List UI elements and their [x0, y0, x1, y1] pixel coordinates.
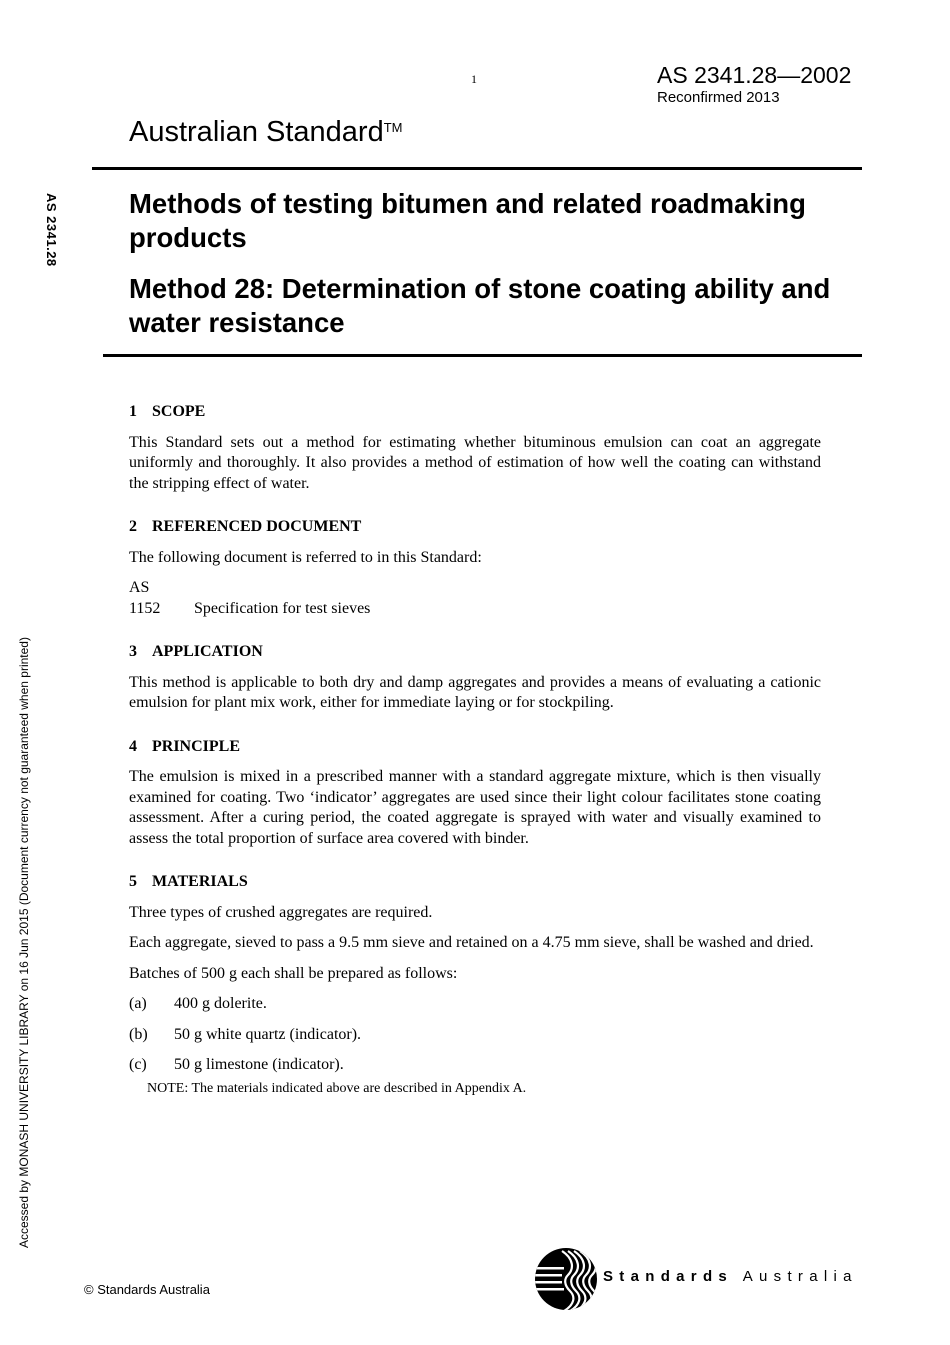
section-title: PRINCIPLE: [152, 737, 241, 755]
section-title: REFERENCED DOCUMENT: [152, 518, 362, 535]
section-heading: [129, 737, 821, 758]
list-marker: (a): [129, 995, 147, 1012]
section-number: 5: [129, 873, 137, 890]
top-rule: [92, 167, 862, 170]
section-heading: [129, 642, 821, 663]
document-id: AS 2341.28—2002: [657, 62, 852, 88]
section-number: 2: [129, 518, 137, 535]
section-number: 1: [129, 403, 137, 420]
access-watermark: Accessed by MONASH UNIVERSITY LIBRARY on 16 Jun 2015 (Document currency not guaranteed when printed): [17, 637, 31, 1248]
side-document-code: AS 2341.28: [44, 193, 59, 267]
section-heading: [129, 402, 821, 423]
paragraph: Each aggregate, sieved to pass a 9.5 mm sieve and retained on a 4.75 mm sieve, shall be washed and dried.: [129, 934, 814, 951]
list-item: [129, 1025, 821, 1046]
list-text: 50 g white quartz (indicator).: [174, 1025, 362, 1043]
section-number: 3: [129, 643, 137, 660]
paragraph: Batches of 500 g each shall be prepared as follows:: [129, 964, 458, 982]
main-title: Methods of testing bitumen and related roadmaking products: [129, 188, 806, 253]
logo-wordmark: [603, 1268, 858, 1285]
section-materials: [129, 872, 821, 1099]
section-principle: [129, 737, 821, 850]
reference-column-label: [129, 578, 821, 599]
paragraph: The following document is referred to in this Standard:: [129, 548, 482, 566]
reconfirmed-label: Reconfirmed 2013: [657, 89, 780, 106]
trademark-mark: TM: [383, 120, 403, 135]
paragraph: Three types of crushed aggregates are required.: [129, 903, 433, 921]
document-body: [129, 402, 821, 1122]
note: NOTE: The materials indicated above are described in Appendix A.: [147, 1080, 527, 1096]
reference-title: Specification for test sieves: [194, 599, 371, 617]
logo-word-light: Australia: [742, 1268, 858, 1285]
reference-code: 1152: [129, 599, 161, 617]
list-text: 400 g dolerite.: [174, 995, 267, 1012]
reference-item: [129, 599, 821, 620]
copyright: © Standards Australia: [84, 1282, 210, 1297]
standards-australia-logo-icon: [534, 1247, 598, 1311]
paragraph: This method is applicable to both dry and damp aggregates and provides a means of evaluating a cationic emulsion for plant mix work, either for immediate laying or for stockpiling.: [129, 673, 821, 711]
standard-label: [129, 116, 403, 149]
section-title: APPLICATION: [152, 643, 263, 660]
section-title: MATERIALS: [152, 873, 248, 890]
list-item: [129, 1055, 821, 1076]
reference-series: AS: [129, 579, 150, 596]
logo-word-bold: Standards: [603, 1268, 734, 1285]
section-heading: [129, 517, 821, 538]
paragraph: This Standard sets out a method for estimating whether bituminous emulsion can coat an aggregate uniformly and thoroughly. It also provides a method of estimation of how well the coating can withstand the stripping effect of water.: [129, 433, 821, 492]
section-referenced-document: [129, 517, 821, 619]
section-number: 4: [129, 737, 137, 755]
section-heading: [129, 872, 821, 893]
section-title: SCOPE: [152, 403, 206, 420]
list-marker: (b): [129, 1025, 148, 1043]
standard-label-text: Australian Standard: [129, 116, 384, 148]
list-item: [129, 994, 821, 1015]
list-marker: (c): [129, 1056, 147, 1073]
section-scope: [129, 402, 821, 494]
method-title: Method 28: Determination of stone coating ability and water resistance: [129, 273, 831, 338]
section-application: [129, 642, 821, 714]
page-number: 1: [471, 72, 477, 86]
paragraph: The emulsion is mixed in a prescribed manner with a standard aggregate mixture, which is then visually examined for coating. Two ‘indicator’ aggregates are used since their light colour facilitates stone coating assessment. After a curing period, the coated aggregate is sprayed with water and visually examined to assess the total proportion of surface area covered with binder.: [129, 768, 821, 847]
list-text: 50 g limestone (indicator).: [174, 1056, 344, 1073]
bottom-rule: [103, 354, 862, 357]
